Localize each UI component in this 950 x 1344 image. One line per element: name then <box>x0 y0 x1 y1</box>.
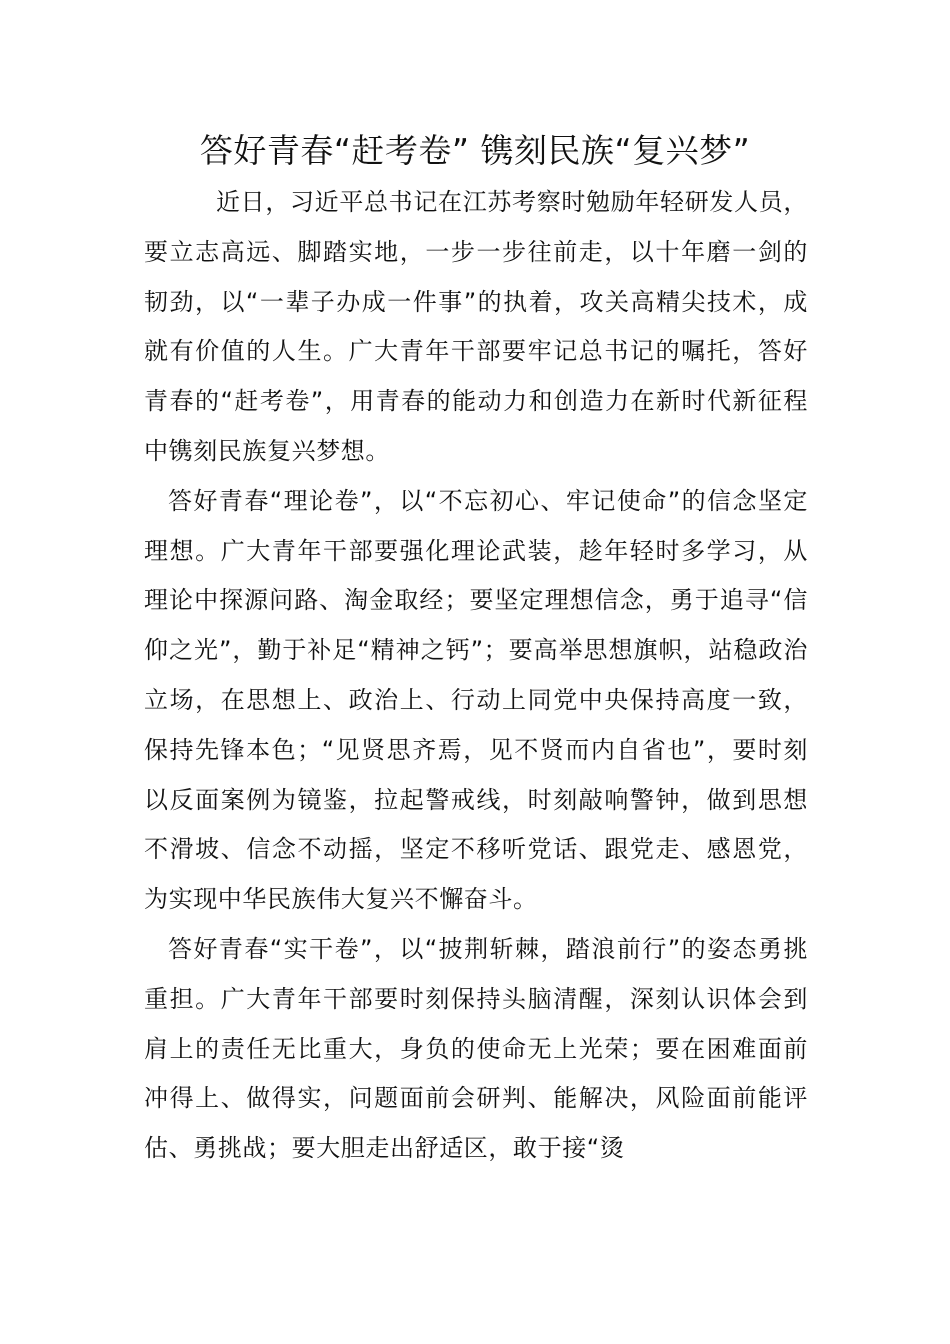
paragraph-practice: 答好青春“实干卷”，以“披荆斩棘，踏浪前行”的姿态勇挑重担。广大青年干部要时刻保持头脑清醒，深刻认识体会到肩上的责任无比重大，身负的使命无上光荣；要在困难面前冲得上、做得实，问题面前会研判、能解决，风险面前能评估、勇挑战；要大胆走出舒适区，敢于接“烫 <box>144 934 808 1163</box>
document-title: 答好青春“赶考卷” 镌刻民族“复兴梦” <box>199 131 751 170</box>
document-body <box>144 178 808 1174</box>
paragraph-intro: 近日，习近平总书记在江苏考察时勉励年轻研发人员，要立志高远、脚踏实地，一步一步往前走，以十年磨一剑的韧劲，以“一辈子办成一件事”的执着，攻关高精尖技术，成就有价值的人生。广大青年干部要牢记总书记的嘱托，答好青春的“赶考卷”，用青春的能动力和创造力在新时代新征程中镌刻民族复兴梦想。 <box>144 188 808 465</box>
paragraph-theory: 答好青春“理论卷”，以“不忘初心、牢记使命”的信念坚定理想。广大青年干部要强化理论武装，趁年轻时多学习，从理论中探源问路、淘金取经；要坚定理想信念，勇于追寻“信仰之光”，勤于补足“精神之钙”；要高举思想旗帜，站稳政治立场，在思想上、政治上、行动上同党中央保持高度一致，保持先锋本色；“见贤思齐焉，见不贤而内自省也”，要时刻以反面案例为镜鉴，拉起警戒线，时刻敲响警钟，做到思想不滑坡、信念不动摇，坚定不移听党话、跟党走、感恩党，为实现中华民族伟大复兴不懈奋斗。 <box>144 486 808 914</box>
